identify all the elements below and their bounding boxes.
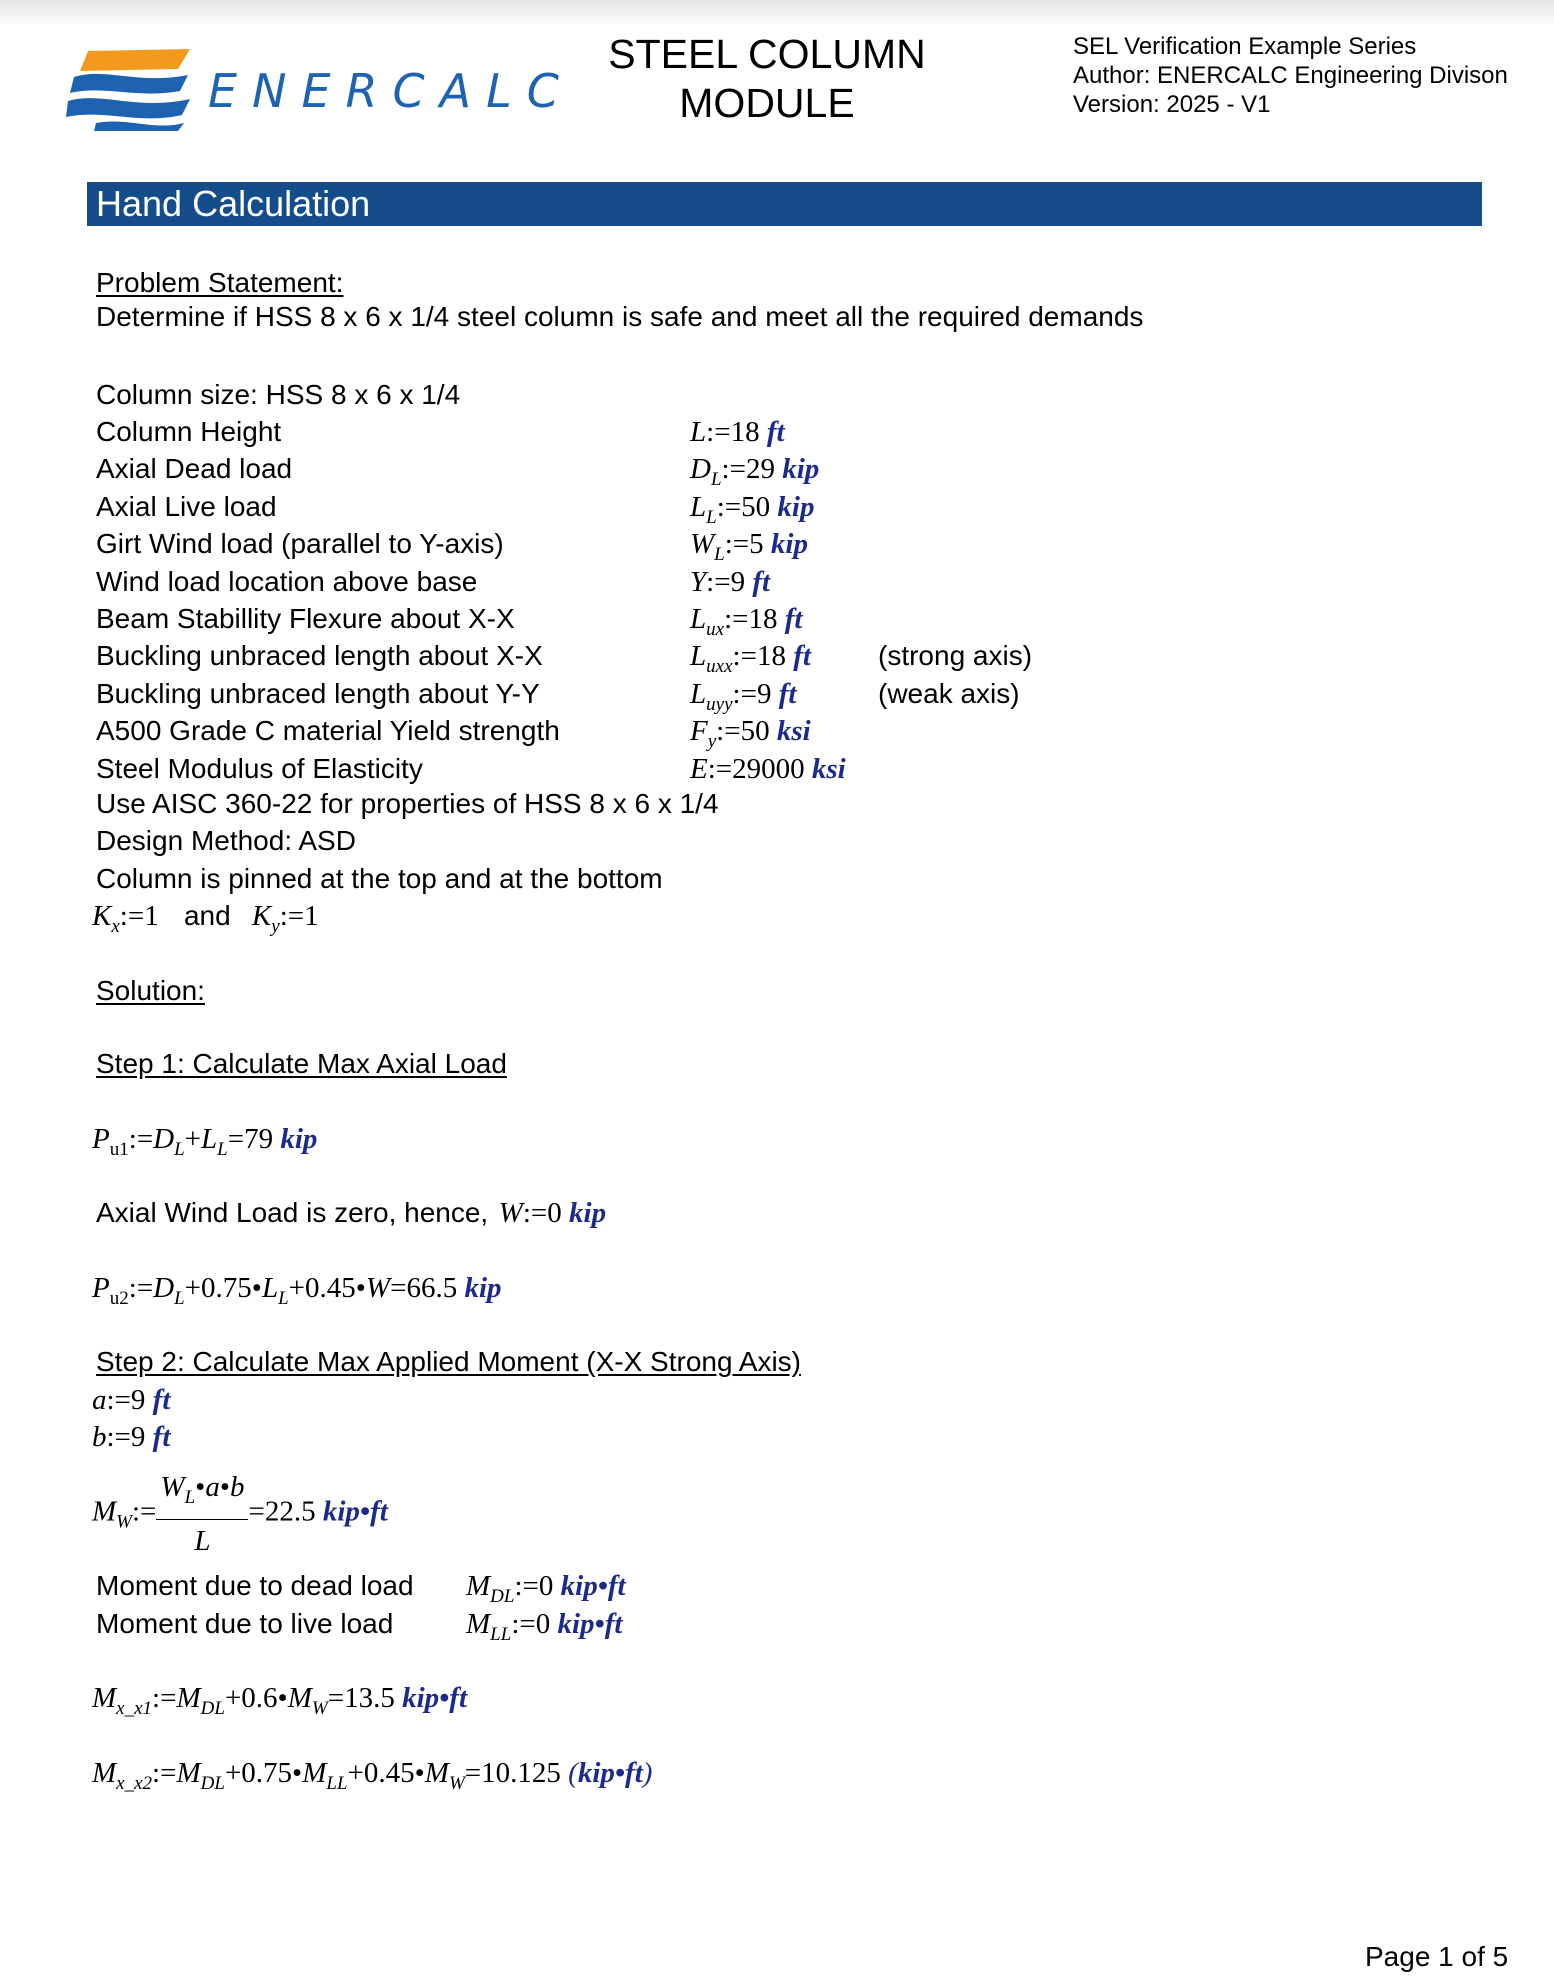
mx1-equation: $M_{x\_x1}:=M_{DL}+0.6•M_W=13.5$ kip•ft xyxy=(92,1682,467,1719)
note-aisc: Use AISC 360-22 for properties of HSS 8 x 6 x 1/4 xyxy=(96,788,719,819)
input-label: Beam Stabillity Flexure about X-X xyxy=(96,603,515,634)
input-equation: $L_{uxx}:=18$ ft xyxy=(690,640,811,677)
section-title-bar: Hand Calculation xyxy=(87,182,1482,226)
step2-heading: Step 2: Calculate Max Applied Moment (X-X Strong Axis) xyxy=(96,1346,801,1377)
enercalc-logo-icon xyxy=(66,45,196,131)
input-label: Column Height xyxy=(96,416,282,447)
note-design-method: Design Method: ASD xyxy=(96,825,356,856)
document-title: STEEL COLUMN MODULE xyxy=(608,31,926,126)
column-size: Column size: HSS 8 x 6 x 1/4 xyxy=(96,379,461,410)
enercalc-logo-text: ENERCALC xyxy=(208,64,574,118)
input-equation: $L_L:=50$ kip xyxy=(690,491,815,528)
step1-heading: Step 1: Calculate Max Axial Load xyxy=(96,1048,507,1079)
solution-heading: Solution: xyxy=(96,975,205,1006)
wind-load-line: Axial Wind Load is zero, hence, W:=0 kip xyxy=(96,1197,607,1229)
mw-equation: $M_W:=$ $\frac{W_L•a•b}{L}$ =22.5 kip•ft xyxy=(92,1471,388,1557)
input-axis-note: (weak axis) xyxy=(878,678,1020,709)
input-label: A500 Grade C material Yield strength xyxy=(96,715,560,746)
note-support: Column is pinned at the top and at the bottom xyxy=(96,863,663,894)
pu2-equation: $P_{u2}:=D_L+0.75•L_L+0.45•W=66.5$ kip xyxy=(92,1272,502,1309)
mdl-label: Moment due to dead load xyxy=(96,1570,414,1601)
input-equation: L:=18 ft xyxy=(690,416,785,448)
pu1-equation: $P_{u1}:=D_L+L_L=79$ kip xyxy=(92,1123,318,1160)
b-definition: b:=9 ft xyxy=(92,1421,171,1453)
mdl-definition: $M_{DL}:=0$ kip•ft xyxy=(466,1570,626,1607)
input-equation: E:=29000 ksi xyxy=(690,753,846,785)
a-definition: a:=9 ft xyxy=(92,1384,171,1416)
page-top-shadow xyxy=(0,0,1554,26)
input-label: Steel Modulus of Elasticity xyxy=(96,753,423,784)
page-number: Page 1 of 5 xyxy=(1365,1941,1509,1972)
input-label: Wind load location above base xyxy=(96,566,478,597)
input-equation: $L_{uyy}:=9$ ft xyxy=(690,678,797,715)
input-label: Girt Wind load (parallel to Y-axis) xyxy=(96,528,504,559)
header-info: SEL Verification Example Series Author: ENERCALC Engineering Divison Version: 2025 - V1 xyxy=(1073,33,1508,118)
input-label: Buckling unbraced length about X-X xyxy=(96,640,543,671)
k-factors: $K_x:=1$ and $K_y:=1$ xyxy=(92,900,319,937)
input-equation: $D_L:=29$ kip xyxy=(690,453,820,490)
input-equation: $W_L:=5$ kip xyxy=(690,528,808,565)
input-label: Axial Live load xyxy=(96,491,277,522)
mx2-equation: $M_{x\_x2}:=M_{DL}+0.75•M_{LL}+0.45•M_W=10.125$ (kip•ft) xyxy=(92,1757,653,1794)
mll-definition: $M_{LL}:=0$ kip•ft xyxy=(466,1608,623,1645)
input-label: Buckling unbraced length about Y-Y xyxy=(96,678,540,709)
mll-label: Moment due to live load xyxy=(96,1608,394,1639)
input-equation: Y:=9 ft xyxy=(690,566,771,598)
problem-heading: Problem Statement: xyxy=(96,267,344,298)
input-equation: $L_{ux}:=18$ ft xyxy=(690,603,803,640)
input-axis-note: (strong axis) xyxy=(878,640,1033,671)
problem-text: Determine if HSS 8 x 6 x 1/4 steel column is safe and meet all the required demands xyxy=(96,301,1144,332)
input-label: Axial Dead load xyxy=(96,453,293,484)
input-equation: $F_y:=50$ ksi xyxy=(690,715,811,752)
